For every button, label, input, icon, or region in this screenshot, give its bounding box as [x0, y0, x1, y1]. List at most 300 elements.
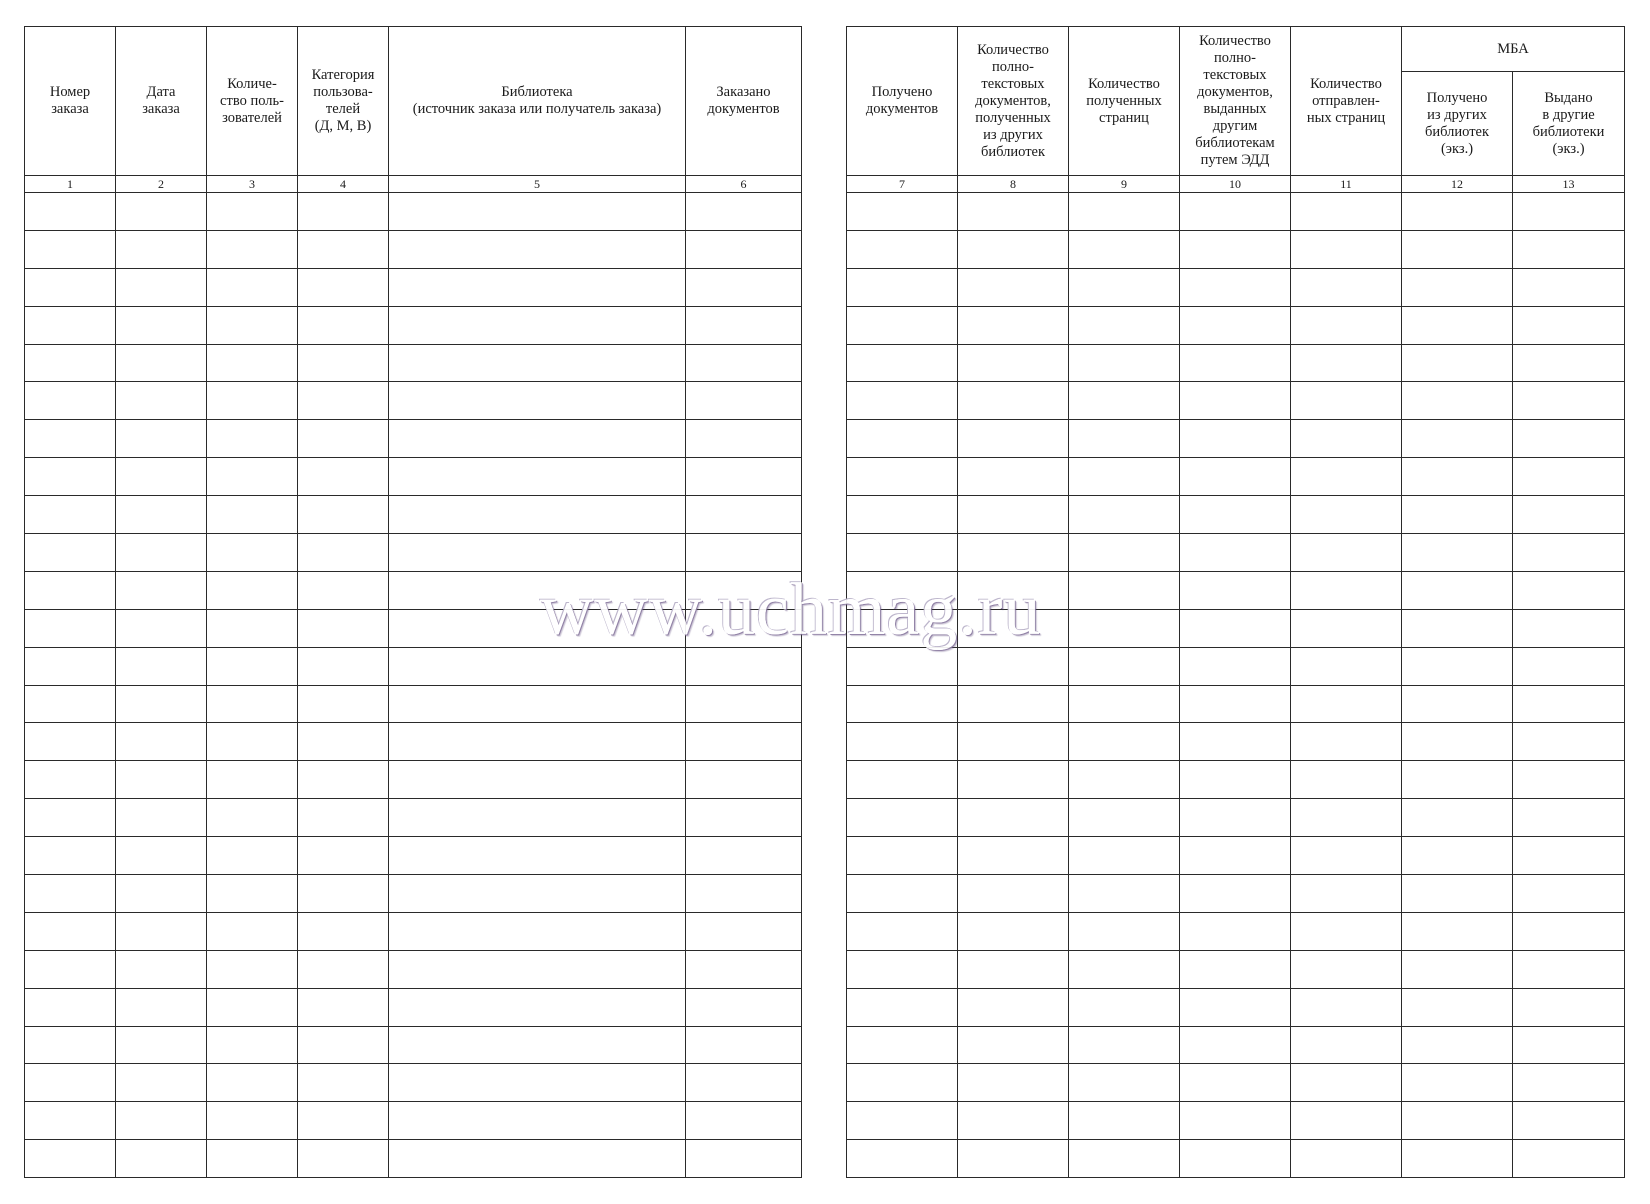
table-cell[interactable]: [1069, 685, 1180, 723]
table-cell[interactable]: [958, 268, 1069, 306]
table-cell[interactable]: [1291, 761, 1402, 799]
table-cell[interactable]: [1180, 912, 1291, 950]
table-cell[interactable]: [207, 571, 298, 609]
table-cell[interactable]: [116, 268, 207, 306]
table-cell[interactable]: [1513, 268, 1625, 306]
table-cell[interactable]: [847, 685, 958, 723]
table-cell[interactable]: [958, 609, 1069, 647]
table-cell[interactable]: [389, 306, 686, 344]
table-cell[interactable]: [1291, 1026, 1402, 1064]
table-cell[interactable]: [1069, 1102, 1180, 1140]
table-cell[interactable]: [1180, 306, 1291, 344]
table-cell[interactable]: [1180, 685, 1291, 723]
table-cell[interactable]: [25, 382, 116, 420]
table-cell[interactable]: [686, 1102, 802, 1140]
table-cell[interactable]: [1180, 875, 1291, 913]
table-cell[interactable]: [389, 268, 686, 306]
table-cell[interactable]: [847, 344, 958, 382]
table-cell[interactable]: [1180, 458, 1291, 496]
table-cell[interactable]: [1402, 950, 1513, 988]
table-cell[interactable]: [1180, 647, 1291, 685]
table-cell[interactable]: [25, 1140, 116, 1178]
table-cell[interactable]: [207, 837, 298, 875]
table-cell[interactable]: [958, 1064, 1069, 1102]
table-cell[interactable]: [1513, 382, 1625, 420]
table-cell[interactable]: [958, 571, 1069, 609]
table-cell[interactable]: [1402, 1140, 1513, 1178]
table-cell[interactable]: [207, 723, 298, 761]
table-cell[interactable]: [958, 875, 1069, 913]
table-cell[interactable]: [25, 1026, 116, 1064]
table-cell[interactable]: [389, 571, 686, 609]
table-cell[interactable]: [958, 837, 1069, 875]
table-cell[interactable]: [389, 496, 686, 534]
table-cell[interactable]: [25, 875, 116, 913]
table-cell[interactable]: [847, 912, 958, 950]
table-cell[interactable]: [1513, 685, 1625, 723]
table-cell[interactable]: [847, 799, 958, 837]
table-cell[interactable]: [1402, 344, 1513, 382]
table-cell[interactable]: [1291, 685, 1402, 723]
table-cell[interactable]: [1069, 950, 1180, 988]
table-cell[interactable]: [847, 837, 958, 875]
table-cell[interactable]: [1069, 268, 1180, 306]
table-cell[interactable]: [116, 723, 207, 761]
table-cell[interactable]: [847, 647, 958, 685]
table-cell[interactable]: [1069, 723, 1180, 761]
table-cell[interactable]: [1180, 950, 1291, 988]
table-cell[interactable]: [116, 837, 207, 875]
table-cell[interactable]: [1513, 571, 1625, 609]
table-cell[interactable]: [847, 268, 958, 306]
table-cell[interactable]: [847, 723, 958, 761]
table-cell[interactable]: [25, 609, 116, 647]
table-cell[interactable]: [1069, 571, 1180, 609]
table-cell[interactable]: [116, 1026, 207, 1064]
table-cell[interactable]: [298, 230, 389, 268]
table-cell[interactable]: [1069, 344, 1180, 382]
table-cell[interactable]: [1180, 1102, 1291, 1140]
table-cell[interactable]: [1513, 496, 1625, 534]
table-cell[interactable]: [1069, 1140, 1180, 1178]
table-cell[interactable]: [1069, 193, 1180, 231]
table-cell[interactable]: [686, 647, 802, 685]
table-cell[interactable]: [116, 1140, 207, 1178]
table-cell[interactable]: [207, 761, 298, 799]
table-cell[interactable]: [389, 382, 686, 420]
table-cell[interactable]: [847, 193, 958, 231]
table-cell[interactable]: [958, 799, 1069, 837]
table-cell[interactable]: [1069, 458, 1180, 496]
table-cell[interactable]: [686, 912, 802, 950]
table-cell[interactable]: [25, 647, 116, 685]
table-cell[interactable]: [1402, 1064, 1513, 1102]
table-cell[interactable]: [686, 268, 802, 306]
table-cell[interactable]: [847, 230, 958, 268]
table-cell[interactable]: [389, 1140, 686, 1178]
table-cell[interactable]: [686, 1064, 802, 1102]
table-cell[interactable]: [389, 1026, 686, 1064]
table-cell[interactable]: [25, 420, 116, 458]
table-cell[interactable]: [25, 1064, 116, 1102]
table-cell[interactable]: [207, 458, 298, 496]
table-cell[interactable]: [298, 875, 389, 913]
table-cell[interactable]: [389, 230, 686, 268]
table-cell[interactable]: [1513, 306, 1625, 344]
table-cell[interactable]: [1069, 1026, 1180, 1064]
table-cell[interactable]: [389, 723, 686, 761]
table-cell[interactable]: [1180, 344, 1291, 382]
table-cell[interactable]: [1402, 193, 1513, 231]
table-cell[interactable]: [207, 875, 298, 913]
table-cell[interactable]: [958, 420, 1069, 458]
table-cell[interactable]: [25, 799, 116, 837]
table-cell[interactable]: [847, 1102, 958, 1140]
table-cell[interactable]: [1180, 799, 1291, 837]
table-cell[interactable]: [389, 761, 686, 799]
table-cell[interactable]: [1402, 1102, 1513, 1140]
table-cell[interactable]: [116, 799, 207, 837]
table-cell[interactable]: [1291, 988, 1402, 1026]
table-cell[interactable]: [389, 988, 686, 1026]
table-cell[interactable]: [298, 723, 389, 761]
table-cell[interactable]: [1513, 1102, 1625, 1140]
table-cell[interactable]: [298, 799, 389, 837]
table-cell[interactable]: [958, 1102, 1069, 1140]
table-cell[interactable]: [116, 1064, 207, 1102]
table-cell[interactable]: [1513, 761, 1625, 799]
table-cell[interactable]: [1291, 1102, 1402, 1140]
table-cell[interactable]: [25, 458, 116, 496]
table-cell[interactable]: [1513, 193, 1625, 231]
table-cell[interactable]: [686, 534, 802, 572]
table-cell[interactable]: [958, 534, 1069, 572]
table-cell[interactable]: [1513, 458, 1625, 496]
table-cell[interactable]: [1513, 875, 1625, 913]
table-cell[interactable]: [686, 1026, 802, 1064]
table-cell[interactable]: [1402, 647, 1513, 685]
table-cell[interactable]: [25, 988, 116, 1026]
table-cell[interactable]: [847, 609, 958, 647]
table-cell[interactable]: [1180, 761, 1291, 799]
table-cell[interactable]: [1513, 912, 1625, 950]
table-cell[interactable]: [686, 761, 802, 799]
table-cell[interactable]: [116, 534, 207, 572]
table-cell[interactable]: [1069, 534, 1180, 572]
table-cell[interactable]: [207, 1064, 298, 1102]
table-cell[interactable]: [207, 420, 298, 458]
table-cell[interactable]: [116, 912, 207, 950]
table-cell[interactable]: [958, 912, 1069, 950]
table-cell[interactable]: [298, 912, 389, 950]
table-cell[interactable]: [1291, 1140, 1402, 1178]
table-cell[interactable]: [1402, 761, 1513, 799]
table-cell[interactable]: [25, 571, 116, 609]
table-cell[interactable]: [1180, 230, 1291, 268]
table-cell[interactable]: [1402, 799, 1513, 837]
table-cell[interactable]: [958, 647, 1069, 685]
table-cell[interactable]: [686, 837, 802, 875]
table-cell[interactable]: [116, 193, 207, 231]
table-cell[interactable]: [389, 647, 686, 685]
table-cell[interactable]: [1180, 988, 1291, 1026]
table-cell[interactable]: [1402, 268, 1513, 306]
table-cell[interactable]: [1069, 382, 1180, 420]
table-cell[interactable]: [207, 950, 298, 988]
table-cell[interactable]: [1180, 609, 1291, 647]
table-cell[interactable]: [1180, 1140, 1291, 1178]
table-cell[interactable]: [1180, 534, 1291, 572]
table-cell[interactable]: [958, 382, 1069, 420]
table-cell[interactable]: [207, 685, 298, 723]
table-cell[interactable]: [1513, 837, 1625, 875]
table-cell[interactable]: [1513, 420, 1625, 458]
table-cell[interactable]: [298, 761, 389, 799]
table-cell[interactable]: [1180, 837, 1291, 875]
table-cell[interactable]: [847, 420, 958, 458]
table-cell[interactable]: [1513, 647, 1625, 685]
table-cell[interactable]: [25, 685, 116, 723]
table-cell[interactable]: [298, 534, 389, 572]
table-cell[interactable]: [1069, 420, 1180, 458]
table-cell[interactable]: [1180, 723, 1291, 761]
table-cell[interactable]: [686, 420, 802, 458]
table-cell[interactable]: [389, 458, 686, 496]
table-cell[interactable]: [1402, 685, 1513, 723]
table-cell[interactable]: [116, 420, 207, 458]
table-cell[interactable]: [207, 306, 298, 344]
table-cell[interactable]: [686, 950, 802, 988]
table-cell[interactable]: [1513, 534, 1625, 572]
table-cell[interactable]: [1180, 496, 1291, 534]
table-cell[interactable]: [298, 458, 389, 496]
table-cell[interactable]: [686, 306, 802, 344]
table-cell[interactable]: [686, 344, 802, 382]
table-cell[interactable]: [1291, 382, 1402, 420]
table-cell[interactable]: [1291, 950, 1402, 988]
table-cell[interactable]: [1402, 723, 1513, 761]
table-cell[interactable]: [686, 458, 802, 496]
table-cell[interactable]: [298, 685, 389, 723]
table-cell[interactable]: [25, 761, 116, 799]
table-cell[interactable]: [686, 571, 802, 609]
table-cell[interactable]: [116, 230, 207, 268]
table-cell[interactable]: [116, 496, 207, 534]
table-cell[interactable]: [1291, 912, 1402, 950]
table-cell[interactable]: [207, 496, 298, 534]
table-cell[interactable]: [1291, 609, 1402, 647]
table-cell[interactable]: [958, 950, 1069, 988]
table-cell[interactable]: [298, 193, 389, 231]
table-cell[interactable]: [389, 799, 686, 837]
table-cell[interactable]: [958, 761, 1069, 799]
table-cell[interactable]: [1402, 912, 1513, 950]
table-cell[interactable]: [1291, 875, 1402, 913]
table-cell[interactable]: [1069, 609, 1180, 647]
table-cell[interactable]: [1291, 306, 1402, 344]
table-cell[interactable]: [389, 685, 686, 723]
table-cell[interactable]: [1069, 988, 1180, 1026]
table-cell[interactable]: [1402, 988, 1513, 1026]
table-cell[interactable]: [25, 193, 116, 231]
table-cell[interactable]: [1291, 534, 1402, 572]
table-cell[interactable]: [958, 1026, 1069, 1064]
table-cell[interactable]: [116, 571, 207, 609]
table-cell[interactable]: [958, 496, 1069, 534]
table-cell[interactable]: [1069, 837, 1180, 875]
table-cell[interactable]: [389, 875, 686, 913]
table-cell[interactable]: [847, 382, 958, 420]
table-cell[interactable]: [1291, 193, 1402, 231]
table-cell[interactable]: [1402, 609, 1513, 647]
table-cell[interactable]: [1069, 306, 1180, 344]
table-cell[interactable]: [686, 193, 802, 231]
table-cell[interactable]: [1402, 382, 1513, 420]
table-cell[interactable]: [25, 837, 116, 875]
table-cell[interactable]: [1402, 534, 1513, 572]
table-cell[interactable]: [298, 1140, 389, 1178]
table-cell[interactable]: [1402, 420, 1513, 458]
table-cell[interactable]: [686, 382, 802, 420]
table-cell[interactable]: [686, 875, 802, 913]
table-cell[interactable]: [847, 496, 958, 534]
table-cell[interactable]: [847, 875, 958, 913]
table-cell[interactable]: [686, 496, 802, 534]
table-cell[interactable]: [25, 306, 116, 344]
table-cell[interactable]: [25, 230, 116, 268]
table-cell[interactable]: [1180, 1064, 1291, 1102]
table-cell[interactable]: [298, 571, 389, 609]
table-cell[interactable]: [1291, 420, 1402, 458]
table-cell[interactable]: [1513, 1026, 1625, 1064]
table-cell[interactable]: [207, 230, 298, 268]
table-cell[interactable]: [847, 571, 958, 609]
table-cell[interactable]: [686, 799, 802, 837]
table-cell[interactable]: [207, 382, 298, 420]
table-cell[interactable]: [207, 912, 298, 950]
table-cell[interactable]: [25, 534, 116, 572]
table-cell[interactable]: [389, 912, 686, 950]
table-cell[interactable]: [958, 458, 1069, 496]
table-cell[interactable]: [116, 458, 207, 496]
table-cell[interactable]: [207, 647, 298, 685]
table-cell[interactable]: [1402, 571, 1513, 609]
table-cell[interactable]: [298, 837, 389, 875]
table-cell[interactable]: [1291, 1064, 1402, 1102]
table-cell[interactable]: [1402, 458, 1513, 496]
table-cell[interactable]: [1291, 799, 1402, 837]
table-cell[interactable]: [1291, 837, 1402, 875]
table-cell[interactable]: [389, 950, 686, 988]
table-cell[interactable]: [958, 193, 1069, 231]
table-cell[interactable]: [116, 988, 207, 1026]
table-cell[interactable]: [207, 193, 298, 231]
table-cell[interactable]: [1291, 344, 1402, 382]
table-cell[interactable]: [1180, 1026, 1291, 1064]
table-cell[interactable]: [1513, 609, 1625, 647]
table-cell[interactable]: [389, 193, 686, 231]
table-cell[interactable]: [116, 950, 207, 988]
table-cell[interactable]: [958, 1140, 1069, 1178]
table-cell[interactable]: [958, 988, 1069, 1026]
table-cell[interactable]: [25, 1102, 116, 1140]
table-cell[interactable]: [298, 950, 389, 988]
table-cell[interactable]: [389, 420, 686, 458]
table-cell[interactable]: [1402, 1026, 1513, 1064]
table-cell[interactable]: [958, 306, 1069, 344]
table-cell[interactable]: [847, 1026, 958, 1064]
table-cell[interactable]: [1069, 912, 1180, 950]
table-cell[interactable]: [1291, 496, 1402, 534]
table-cell[interactable]: [686, 988, 802, 1026]
table-cell[interactable]: [207, 268, 298, 306]
table-cell[interactable]: [116, 609, 207, 647]
table-cell[interactable]: [116, 344, 207, 382]
table-cell[interactable]: [686, 1140, 802, 1178]
table-cell[interactable]: [1180, 571, 1291, 609]
table-cell[interactable]: [1513, 950, 1625, 988]
table-cell[interactable]: [1291, 571, 1402, 609]
table-cell[interactable]: [207, 1026, 298, 1064]
table-cell[interactable]: [25, 268, 116, 306]
table-cell[interactable]: [298, 344, 389, 382]
table-cell[interactable]: [1291, 458, 1402, 496]
table-cell[interactable]: [116, 306, 207, 344]
table-cell[interactable]: [1180, 420, 1291, 458]
table-cell[interactable]: [298, 609, 389, 647]
table-cell[interactable]: [686, 609, 802, 647]
table-cell[interactable]: [207, 609, 298, 647]
table-cell[interactable]: [1513, 723, 1625, 761]
table-cell[interactable]: [1069, 799, 1180, 837]
table-cell[interactable]: [25, 723, 116, 761]
table-cell[interactable]: [1291, 268, 1402, 306]
table-cell[interactable]: [389, 534, 686, 572]
table-cell[interactable]: [847, 1140, 958, 1178]
table-cell[interactable]: [389, 1102, 686, 1140]
table-cell[interactable]: [1069, 1064, 1180, 1102]
table-cell[interactable]: [1513, 799, 1625, 837]
table-cell[interactable]: [1069, 647, 1180, 685]
table-cell[interactable]: [298, 268, 389, 306]
table-cell[interactable]: [1402, 306, 1513, 344]
table-cell[interactable]: [847, 534, 958, 572]
table-cell[interactable]: [1402, 875, 1513, 913]
table-cell[interactable]: [207, 1102, 298, 1140]
table-cell[interactable]: [298, 420, 389, 458]
table-cell[interactable]: [389, 609, 686, 647]
table-cell[interactable]: [116, 647, 207, 685]
table-cell[interactable]: [1513, 988, 1625, 1026]
table-cell[interactable]: [116, 382, 207, 420]
table-cell[interactable]: [958, 230, 1069, 268]
table-cell[interactable]: [25, 496, 116, 534]
table-cell[interactable]: [207, 799, 298, 837]
table-cell[interactable]: [298, 647, 389, 685]
table-cell[interactable]: [686, 230, 802, 268]
table-cell[interactable]: [1291, 647, 1402, 685]
table-cell[interactable]: [207, 534, 298, 572]
table-cell[interactable]: [298, 306, 389, 344]
table-cell[interactable]: [847, 761, 958, 799]
table-cell[interactable]: [1069, 496, 1180, 534]
table-cell[interactable]: [847, 988, 958, 1026]
table-cell[interactable]: [116, 761, 207, 799]
table-cell[interactable]: [847, 950, 958, 988]
table-cell[interactable]: [298, 496, 389, 534]
table-cell[interactable]: [958, 344, 1069, 382]
table-cell[interactable]: [298, 1026, 389, 1064]
